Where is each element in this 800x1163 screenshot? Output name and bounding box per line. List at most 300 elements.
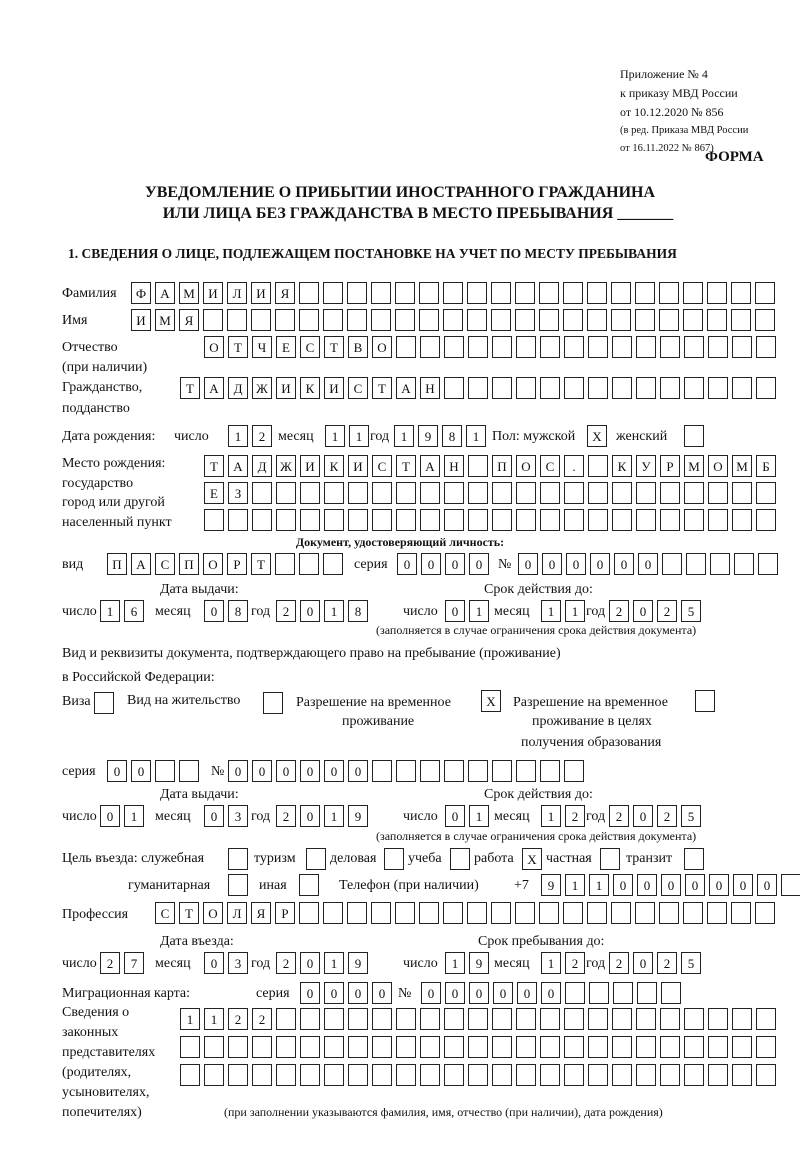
- char-box[interactable]: 9: [348, 952, 368, 974]
- char-box[interactable]: [695, 690, 715, 712]
- stay-until-month[interactable]: [541, 952, 585, 974]
- entry-year[interactable]: [276, 952, 368, 974]
- char-box[interactable]: [251, 309, 271, 331]
- char-box[interactable]: 0: [276, 760, 296, 782]
- doc-kind-field[interactable]: [107, 553, 343, 575]
- char-box[interactable]: [684, 1064, 704, 1086]
- char-box[interactable]: [300, 1064, 320, 1086]
- char-box[interactable]: 9: [348, 805, 368, 827]
- char-box[interactable]: [564, 1008, 584, 1030]
- char-box[interactable]: [540, 1008, 560, 1030]
- char-box[interactable]: С: [348, 377, 368, 399]
- char-box[interactable]: [468, 377, 488, 399]
- char-box[interactable]: 2: [565, 952, 585, 974]
- char-box[interactable]: Ж: [276, 455, 296, 477]
- purpose-tourism-checkbox[interactable]: [306, 848, 326, 870]
- char-box[interactable]: Ч: [252, 336, 272, 358]
- char-box[interactable]: [660, 1008, 680, 1030]
- char-box[interactable]: 0: [204, 600, 224, 622]
- char-box[interactable]: [347, 309, 367, 331]
- char-box[interactable]: 1: [100, 600, 120, 622]
- char-box[interactable]: [564, 377, 584, 399]
- char-box[interactable]: [299, 902, 319, 924]
- char-box[interactable]: 0: [348, 982, 368, 1004]
- char-box[interactable]: [588, 1036, 608, 1058]
- doc-issue-year[interactable]: [276, 600, 368, 622]
- char-box[interactable]: А: [396, 377, 416, 399]
- char-box[interactable]: К: [300, 377, 320, 399]
- char-box[interactable]: 0: [300, 805, 320, 827]
- char-box[interactable]: [731, 282, 751, 304]
- char-box[interactable]: 2: [657, 600, 677, 622]
- char-box[interactable]: [348, 482, 368, 504]
- char-box[interactable]: [684, 1008, 704, 1030]
- char-box[interactable]: [587, 282, 607, 304]
- char-box[interactable]: [564, 509, 584, 531]
- char-box[interactable]: О: [203, 902, 223, 924]
- char-box[interactable]: [396, 1008, 416, 1030]
- char-box[interactable]: 1: [349, 425, 369, 447]
- char-box[interactable]: [372, 1064, 392, 1086]
- doc-issue-month[interactable]: [204, 600, 248, 622]
- char-box[interactable]: [324, 482, 344, 504]
- char-box[interactable]: [708, 1008, 728, 1030]
- char-box[interactable]: 0: [445, 982, 465, 1004]
- char-box[interactable]: 0: [300, 760, 320, 782]
- char-box[interactable]: 0: [633, 600, 653, 622]
- char-box[interactable]: 1: [325, 425, 345, 447]
- char-box[interactable]: [324, 1008, 344, 1030]
- char-box[interactable]: Т: [251, 553, 271, 575]
- stay-doc-number-field[interactable]: [228, 760, 584, 782]
- char-box[interactable]: [228, 848, 248, 870]
- char-box[interactable]: Р: [660, 455, 680, 477]
- char-box[interactable]: 1: [541, 952, 561, 974]
- char-box[interactable]: [276, 482, 296, 504]
- char-box[interactable]: П: [179, 553, 199, 575]
- char-box[interactable]: [516, 1008, 536, 1030]
- char-box[interactable]: [565, 982, 585, 1004]
- char-box[interactable]: Ф: [131, 282, 151, 304]
- char-box[interactable]: X: [587, 425, 607, 447]
- char-box[interactable]: [516, 336, 536, 358]
- char-box[interactable]: 0: [613, 874, 633, 896]
- migration-card-number[interactable]: [421, 982, 681, 1004]
- char-box[interactable]: [540, 760, 560, 782]
- char-box[interactable]: [228, 874, 248, 896]
- char-box[interactable]: 0: [733, 874, 753, 896]
- migration-card-series[interactable]: [300, 982, 392, 1004]
- char-box[interactable]: [204, 509, 224, 531]
- char-box[interactable]: [348, 1008, 368, 1030]
- char-box[interactable]: [443, 282, 463, 304]
- char-box[interactable]: [635, 309, 655, 331]
- char-box[interactable]: 2: [276, 600, 296, 622]
- char-box[interactable]: Д: [228, 377, 248, 399]
- char-box[interactable]: В: [348, 336, 368, 358]
- char-box[interactable]: [276, 509, 296, 531]
- char-box[interactable]: О: [516, 455, 536, 477]
- char-box[interactable]: 0: [757, 874, 777, 896]
- char-box[interactable]: [444, 509, 464, 531]
- char-box[interactable]: [468, 1008, 488, 1030]
- char-box[interactable]: Л: [227, 282, 247, 304]
- char-box[interactable]: Д: [252, 455, 272, 477]
- representatives-row2[interactable]: [180, 1036, 776, 1058]
- char-box[interactable]: [228, 509, 248, 531]
- char-box[interactable]: [492, 336, 512, 358]
- char-box[interactable]: 0: [566, 553, 586, 575]
- char-box[interactable]: [347, 282, 367, 304]
- char-box[interactable]: О: [372, 336, 392, 358]
- char-box[interactable]: [612, 482, 632, 504]
- char-box[interactable]: [419, 902, 439, 924]
- char-box[interactable]: 0: [469, 982, 489, 1004]
- char-box[interactable]: [252, 1064, 272, 1086]
- char-box[interactable]: [419, 309, 439, 331]
- char-box[interactable]: [396, 1036, 416, 1058]
- visa-checkbox[interactable]: [94, 692, 114, 714]
- char-box[interactable]: [420, 1008, 440, 1030]
- char-box[interactable]: [300, 1036, 320, 1058]
- char-box[interactable]: У: [636, 455, 656, 477]
- char-box[interactable]: 1: [469, 805, 489, 827]
- char-box[interactable]: [612, 336, 632, 358]
- char-box[interactable]: 0: [397, 553, 417, 575]
- representatives-row1[interactable]: [180, 1008, 776, 1030]
- char-box[interactable]: А: [204, 377, 224, 399]
- char-box[interactable]: [588, 336, 608, 358]
- char-box[interactable]: 5: [681, 805, 701, 827]
- char-box[interactable]: 2: [252, 1008, 272, 1030]
- char-box[interactable]: [419, 282, 439, 304]
- char-box[interactable]: [492, 509, 512, 531]
- char-box[interactable]: 1: [394, 425, 414, 447]
- char-box[interactable]: 6: [124, 600, 144, 622]
- char-box[interactable]: [660, 482, 680, 504]
- doc-number-field[interactable]: [518, 553, 778, 575]
- char-box[interactable]: [252, 482, 272, 504]
- char-box[interactable]: [756, 482, 776, 504]
- char-box[interactable]: Я: [251, 902, 271, 924]
- char-box[interactable]: 0: [469, 553, 489, 575]
- char-box[interactable]: [612, 1064, 632, 1086]
- char-box[interactable]: А: [228, 455, 248, 477]
- char-box[interactable]: И: [276, 377, 296, 399]
- stay-valid-year[interactable]: [609, 805, 701, 827]
- char-box[interactable]: Т: [204, 455, 224, 477]
- char-box[interactable]: [324, 1064, 344, 1086]
- char-box[interactable]: [263, 692, 283, 714]
- char-box[interactable]: 0: [421, 553, 441, 575]
- char-box[interactable]: 2: [609, 805, 629, 827]
- name-field[interactable]: [131, 309, 775, 331]
- char-box[interactable]: [684, 482, 704, 504]
- char-box[interactable]: [420, 1036, 440, 1058]
- char-box[interactable]: [396, 1064, 416, 1086]
- char-box[interactable]: 0: [493, 982, 513, 1004]
- char-box[interactable]: [708, 377, 728, 399]
- char-box[interactable]: [613, 982, 633, 1004]
- char-box[interactable]: [516, 482, 536, 504]
- char-box[interactable]: [684, 336, 704, 358]
- char-box[interactable]: Ж: [252, 377, 272, 399]
- char-box[interactable]: И: [300, 455, 320, 477]
- stay-issue-year[interactable]: [276, 805, 368, 827]
- char-box[interactable]: [636, 1064, 656, 1086]
- doc-valid-month[interactable]: [541, 600, 585, 622]
- purpose-transit-checkbox[interactable]: [684, 848, 704, 870]
- char-box[interactable]: [588, 509, 608, 531]
- char-box[interactable]: [300, 1008, 320, 1030]
- char-box[interactable]: 1: [180, 1008, 200, 1030]
- char-box[interactable]: [636, 1036, 656, 1058]
- sex-female-checkbox[interactable]: [684, 425, 704, 447]
- char-box[interactable]: [539, 309, 559, 331]
- char-box[interactable]: О: [708, 455, 728, 477]
- char-box[interactable]: Я: [179, 309, 199, 331]
- surname-field[interactable]: [131, 282, 775, 304]
- char-box[interactable]: [564, 1036, 584, 1058]
- phone-field[interactable]: [541, 874, 800, 896]
- char-box[interactable]: [758, 553, 778, 575]
- purpose-humanitarian-checkbox[interactable]: [228, 874, 248, 896]
- char-box[interactable]: [660, 1064, 680, 1086]
- profession-field[interactable]: [155, 902, 775, 924]
- char-box[interactable]: [276, 1008, 296, 1030]
- char-box[interactable]: [252, 509, 272, 531]
- char-box[interactable]: Т: [324, 336, 344, 358]
- char-box[interactable]: Т: [179, 902, 199, 924]
- char-box[interactable]: [563, 282, 583, 304]
- char-box[interactable]: Р: [275, 902, 295, 924]
- char-box[interactable]: 2: [252, 425, 272, 447]
- char-box[interactable]: 0: [517, 982, 537, 1004]
- char-box[interactable]: 0: [445, 805, 465, 827]
- char-box[interactable]: [684, 425, 704, 447]
- char-box[interactable]: 1: [124, 805, 144, 827]
- char-box[interactable]: [684, 509, 704, 531]
- birth-year-field[interactable]: [394, 425, 486, 447]
- char-box[interactable]: [450, 848, 470, 870]
- birthplace-field-row1[interactable]: [204, 455, 776, 477]
- char-box[interactable]: 1: [541, 805, 561, 827]
- char-box[interactable]: [708, 482, 728, 504]
- char-box[interactable]: [94, 692, 114, 714]
- char-box[interactable]: Я: [275, 282, 295, 304]
- char-box[interactable]: 0: [372, 982, 392, 1004]
- char-box[interactable]: [228, 1036, 248, 1058]
- char-box[interactable]: 2: [565, 805, 585, 827]
- char-box[interactable]: 2: [228, 1008, 248, 1030]
- char-box[interactable]: [637, 982, 657, 1004]
- char-box[interactable]: [683, 309, 703, 331]
- char-box[interactable]: [396, 482, 416, 504]
- char-box[interactable]: 1: [469, 600, 489, 622]
- char-box[interactable]: 0: [518, 553, 538, 575]
- char-box[interactable]: [384, 848, 404, 870]
- char-box[interactable]: К: [324, 455, 344, 477]
- char-box[interactable]: Р: [227, 553, 247, 575]
- char-box[interactable]: [203, 309, 223, 331]
- char-box[interactable]: 1: [565, 874, 585, 896]
- char-box[interactable]: 9: [469, 952, 489, 974]
- char-box[interactable]: [228, 1064, 248, 1086]
- char-box[interactable]: [756, 336, 776, 358]
- birthplace-field-row2[interactable]: [204, 482, 776, 504]
- char-box[interactable]: [468, 1036, 488, 1058]
- char-box[interactable]: К: [612, 455, 632, 477]
- char-box[interactable]: И: [251, 282, 271, 304]
- char-box[interactable]: 2: [100, 952, 120, 974]
- char-box[interactable]: [564, 336, 584, 358]
- char-box[interactable]: С: [155, 553, 175, 575]
- char-box[interactable]: [635, 902, 655, 924]
- char-box[interactable]: [467, 282, 487, 304]
- char-box[interactable]: [420, 1064, 440, 1086]
- char-box[interactable]: Е: [204, 482, 224, 504]
- char-box[interactable]: [492, 760, 512, 782]
- char-box[interactable]: 0: [633, 952, 653, 974]
- char-box[interactable]: [755, 282, 775, 304]
- char-box[interactable]: 1: [204, 1008, 224, 1030]
- char-box[interactable]: [636, 509, 656, 531]
- char-box[interactable]: [684, 1036, 704, 1058]
- char-box[interactable]: [444, 1008, 464, 1030]
- char-box[interactable]: [781, 874, 800, 896]
- char-box[interactable]: [276, 1064, 296, 1086]
- char-box[interactable]: О: [204, 336, 224, 358]
- char-box[interactable]: [492, 1008, 512, 1030]
- char-box[interactable]: С: [300, 336, 320, 358]
- char-box[interactable]: 5: [681, 952, 701, 974]
- char-box[interactable]: [371, 309, 391, 331]
- char-box[interactable]: Н: [420, 377, 440, 399]
- char-box[interactable]: 0: [638, 553, 658, 575]
- char-box[interactable]: [323, 553, 343, 575]
- char-box[interactable]: 1: [324, 805, 344, 827]
- char-box[interactable]: Т: [228, 336, 248, 358]
- char-box[interactable]: 0: [100, 805, 120, 827]
- char-box[interactable]: [444, 1036, 464, 1058]
- char-box[interactable]: 1: [565, 600, 585, 622]
- char-box[interactable]: А: [131, 553, 151, 575]
- char-box[interactable]: [420, 509, 440, 531]
- char-box[interactable]: [468, 1064, 488, 1086]
- char-box[interactable]: [395, 282, 415, 304]
- char-box[interactable]: [660, 509, 680, 531]
- char-box[interactable]: 0: [324, 982, 344, 1004]
- char-box[interactable]: [587, 309, 607, 331]
- char-box[interactable]: [660, 336, 680, 358]
- char-box[interactable]: [372, 509, 392, 531]
- char-box[interactable]: 7: [124, 952, 144, 974]
- char-box[interactable]: [348, 1036, 368, 1058]
- char-box[interactable]: [324, 1036, 344, 1058]
- char-box[interactable]: [204, 1064, 224, 1086]
- stay-issue-month[interactable]: [204, 805, 248, 827]
- char-box[interactable]: [396, 509, 416, 531]
- char-box[interactable]: [179, 760, 199, 782]
- char-box[interactable]: [491, 282, 511, 304]
- char-box[interactable]: 3: [228, 805, 248, 827]
- trp-edu-checkbox[interactable]: [695, 690, 715, 712]
- char-box[interactable]: 8: [228, 600, 248, 622]
- char-box[interactable]: [276, 1036, 296, 1058]
- char-box[interactable]: [600, 848, 620, 870]
- char-box[interactable]: [612, 377, 632, 399]
- entry-day[interactable]: [100, 952, 144, 974]
- char-box[interactable]: 0: [348, 760, 368, 782]
- char-box[interactable]: 8: [442, 425, 462, 447]
- char-box[interactable]: [468, 455, 488, 477]
- char-box[interactable]: [275, 309, 295, 331]
- char-box[interactable]: [299, 553, 319, 575]
- char-box[interactable]: И: [203, 282, 223, 304]
- char-box[interactable]: 0: [614, 553, 634, 575]
- char-box[interactable]: [708, 336, 728, 358]
- char-box[interactable]: [756, 1064, 776, 1086]
- char-box[interactable]: Т: [372, 377, 392, 399]
- char-box[interactable]: [468, 336, 488, 358]
- char-box[interactable]: [180, 1036, 200, 1058]
- char-box[interactable]: [563, 902, 583, 924]
- purpose-official-checkbox[interactable]: [228, 848, 248, 870]
- char-box[interactable]: 5: [681, 600, 701, 622]
- char-box[interactable]: 0: [542, 553, 562, 575]
- char-box[interactable]: [468, 482, 488, 504]
- char-box[interactable]: Б: [756, 455, 776, 477]
- char-box[interactable]: 0: [300, 600, 320, 622]
- char-box[interactable]: [564, 760, 584, 782]
- char-box[interactable]: [660, 377, 680, 399]
- char-box[interactable]: [635, 282, 655, 304]
- char-box[interactable]: [540, 336, 560, 358]
- char-box[interactable]: [372, 482, 392, 504]
- doc-valid-day[interactable]: [445, 600, 489, 622]
- char-box[interactable]: 1: [228, 425, 248, 447]
- char-box[interactable]: О: [203, 553, 223, 575]
- char-box[interactable]: [540, 377, 560, 399]
- char-box[interactable]: А: [420, 455, 440, 477]
- purpose-business-checkbox[interactable]: [384, 848, 404, 870]
- char-box[interactable]: [323, 902, 343, 924]
- char-box[interactable]: 2: [276, 805, 296, 827]
- char-box[interactable]: 1: [324, 952, 344, 974]
- char-box[interactable]: [755, 309, 775, 331]
- char-box[interactable]: 2: [609, 952, 629, 974]
- char-box[interactable]: [732, 482, 752, 504]
- char-box[interactable]: [227, 309, 247, 331]
- char-box[interactable]: [395, 902, 415, 924]
- char-box[interactable]: [660, 1036, 680, 1058]
- char-box[interactable]: [396, 336, 416, 358]
- char-box[interactable]: 1: [324, 600, 344, 622]
- char-box[interactable]: [731, 902, 751, 924]
- char-box[interactable]: [588, 455, 608, 477]
- doc-issue-day[interactable]: [100, 600, 144, 622]
- char-box[interactable]: [306, 848, 326, 870]
- char-box[interactable]: [300, 509, 320, 531]
- purpose-private-checkbox[interactable]: [600, 848, 620, 870]
- stay-valid-day[interactable]: [445, 805, 489, 827]
- char-box[interactable]: [180, 1064, 200, 1086]
- char-box[interactable]: 2: [276, 952, 296, 974]
- char-box[interactable]: 0: [685, 874, 705, 896]
- char-box[interactable]: С: [155, 902, 175, 924]
- char-box[interactable]: [683, 902, 703, 924]
- char-box[interactable]: [708, 1064, 728, 1086]
